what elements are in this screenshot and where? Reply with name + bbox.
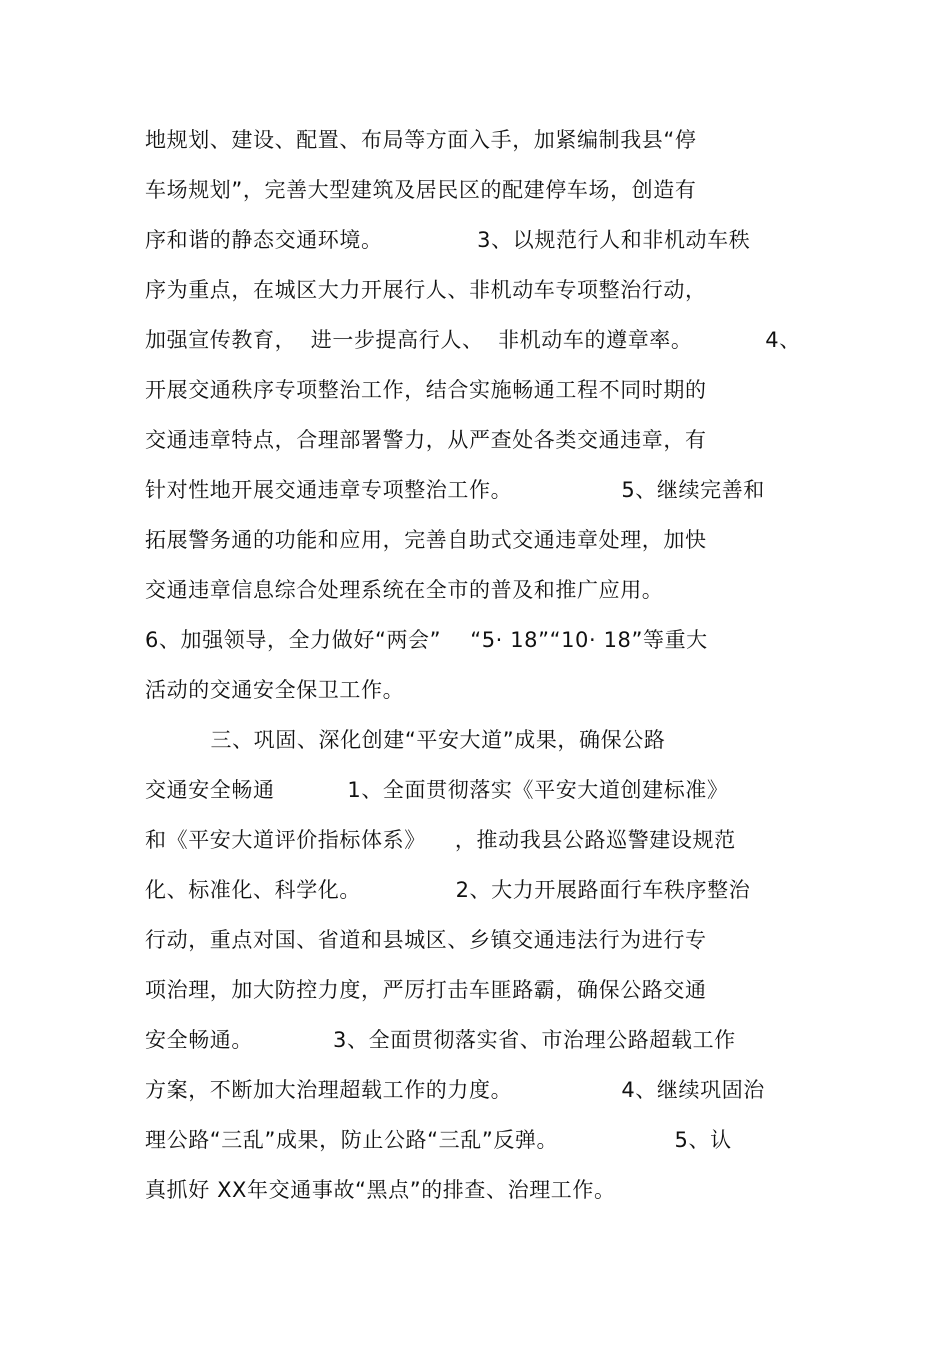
text-line: 针对性地开展交通违章专项整治工作。 5、继续完善和 [145,478,765,502]
text-line: 真抓好 XX年交通事故“黑点”的排查、治理工作。 [145,1178,616,1202]
text-line: 方案，不断加大治理超载工作的力度。 4、继续巩固治 [145,1078,765,1102]
text-line: 项治理，加大防控力度，严厉打击车匪路霸，确保公路交通 [145,978,707,1002]
text-line: 车场规划”，完善大型建筑及居民区的配建停车场，创造有 [145,178,697,202]
text-line: 化、标准化、科学化。 2、大力开展路面行车秩序整治 [145,878,751,902]
text-line: 安全畅通。 3、全面贯彻落实省、市治理公路超载工作 [145,1028,736,1052]
text-line: 理公路“三乱”成果，防止公路“三乱”反弹。 5、认 [145,1128,732,1152]
text-line: 和《平安大道评价指标体系》 ，推动我县公路巡警建设规范 [145,828,736,852]
text-line: 交通违章信息综合处理系统在全市的普及和推广应用。 [145,578,664,602]
text-line: 开展交通秩序专项整治工作，结合实施畅通工程不同时期的 [145,378,707,402]
text-line: 行动，重点对国、省道和县城区、乡镇交通违法行为进行专 [145,928,707,952]
text-line: 交通违章特点，合理部署警力，从严查处各类交通违章，有 [145,428,707,452]
text-line: 加强宣传教育， 进一步提高行人、 非机动车的遵章率。 4、 [145,328,801,352]
section-heading-line: 三、巩固、深化创建“平安大道”成果，确保公路 [145,728,666,752]
text-line: 地规划、建设、配置、布局等方面入手，加紧编制我县“停 [145,128,697,152]
text-line: 序和谐的静态交通环境。 3、以规范行人和非机动车秩 [145,228,751,252]
text-line: 拓展警务通的功能和应用，完善自助式交通违章处理，加快 [145,528,707,552]
text-line: 6、加强领导，全力做好“两会” “5· 18”“10· 18”等重大 [145,628,708,652]
text-line: 序为重点，在城区大力开展行人、非机动车专项整治行动， [145,278,707,302]
text-line: 活动的交通安全保卫工作。 [145,678,405,702]
text-line: 交通安全畅通 1、全面贯彻落实《平安大道创建标准》 [145,778,729,802]
